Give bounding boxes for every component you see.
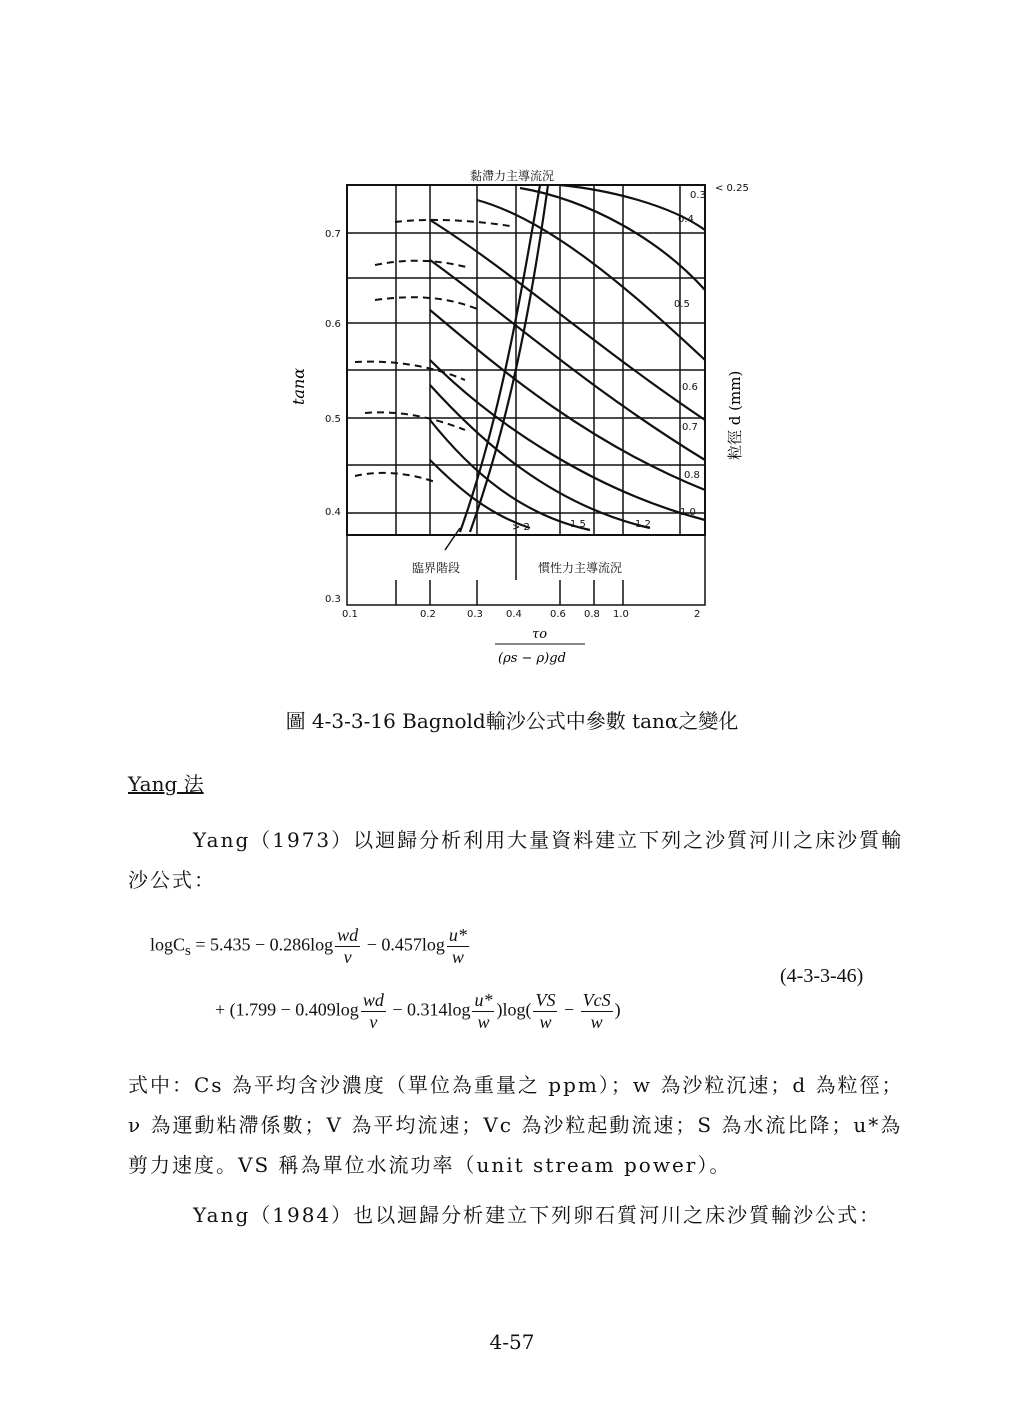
section-title: Yang 法 — [128, 772, 204, 796]
y-tick-0.5: 0.5 — [325, 414, 341, 425]
top-label: 黏滯力主導流況 — [470, 169, 555, 183]
figure-caption: 圖 4-3-3-16 Bagnold輸沙公式中參數 tanα之變化 — [285, 709, 739, 733]
curve-label-1.0: 1.0 — [680, 507, 696, 518]
grain-size-curves — [430, 185, 705, 532]
curve-label-0.5: 0.5 — [674, 299, 690, 310]
y-tick-0.3: 0.3 — [325, 594, 341, 605]
x-tick-0.3: 0.3 — [467, 609, 483, 620]
curve-label-0.4: 0.4 — [678, 214, 694, 225]
curve-label-1.2: 1.2 — [635, 519, 651, 530]
tan-alpha-figure — [270, 160, 770, 680]
y-tick-0.7: 0.7 — [325, 229, 341, 240]
x-label-num: τo — [532, 627, 548, 642]
x-tick-0.1: 0.1 — [342, 609, 358, 620]
curve-label-0.8: 0.8 — [684, 470, 700, 481]
paragraph-2: 式中：Cs 為平均含沙濃度（單位為重量之 ppm）；w 為沙粒沉速；d 為粒徑；ν 為運動粘滯係數；V 為平均流速；Vc 為沙粒起動流速；S 為水流比降；u*為剪力速度。VS 稱為單位水流功率（unit stream power）。 — [128, 1073, 904, 1177]
y-axis-label: tanα — [289, 367, 308, 405]
equation-line-2: + (1.799 − 0.409log $\frac{wd}{\nu}$ − 0.314log $\frac{u*}{w}$ )log( $\frac{VS}{w}$ − $\frac{\text{VcS}}{w}$ ) — [215, 990, 621, 1032]
lower-panel — [347, 535, 705, 605]
page-number: 4-57 — [489, 1330, 535, 1354]
x-tick-0.4: 0.4 — [506, 609, 522, 620]
region-critical: 臨界階段 — [412, 561, 461, 575]
curve-label-0.25: < 0.25 — [715, 183, 749, 194]
region-inertia: 慣性力主導流況 — [538, 561, 623, 575]
right-axis-label: 粒徑 d (mm) — [726, 370, 744, 460]
curve-label-1.5: 1.5 — [570, 519, 586, 530]
curve-label-0.7: 0.7 — [682, 422, 698, 433]
x-label-den: (ρs − ρ)gd — [498, 651, 566, 666]
x-tick-0.2: 0.2 — [420, 609, 436, 620]
plot-frame — [347, 185, 705, 535]
curve-label-2: > 2 — [512, 522, 530, 533]
paragraph-3: Yang（1984）也以迴歸分析建立下列卵石質河川之床沙質輸沙公式： — [193, 1203, 882, 1227]
x-tick-2: 2 — [694, 609, 701, 620]
equation-number: (4-3-3-46) — [780, 965, 864, 987]
paragraph-1: Yang（1973）以迴歸分析利用大量資料建立下列之沙質河川之床沙質輸沙公式： — [128, 828, 904, 892]
curve-label-0.3: 0.3 — [690, 190, 706, 201]
curve-label-0.6: 0.6 — [682, 382, 698, 393]
figure-plot — [270, 160, 770, 680]
y-tick-0.4: 0.4 — [325, 507, 341, 518]
x-tick-0.8: 0.8 — [584, 609, 600, 620]
y-tick-0.6: 0.6 — [325, 319, 341, 330]
x-ticks-lines — [396, 580, 623, 605]
x-tick-1.0: 1.0 — [613, 609, 629, 620]
x-tick-0.6: 0.6 — [550, 609, 566, 620]
equation-line-1: logC$_s$ = 5.435 − 0.286log $\frac{wd}{\nu}$ − 0.457log $\frac{u*}{w}$ — [150, 925, 467, 967]
